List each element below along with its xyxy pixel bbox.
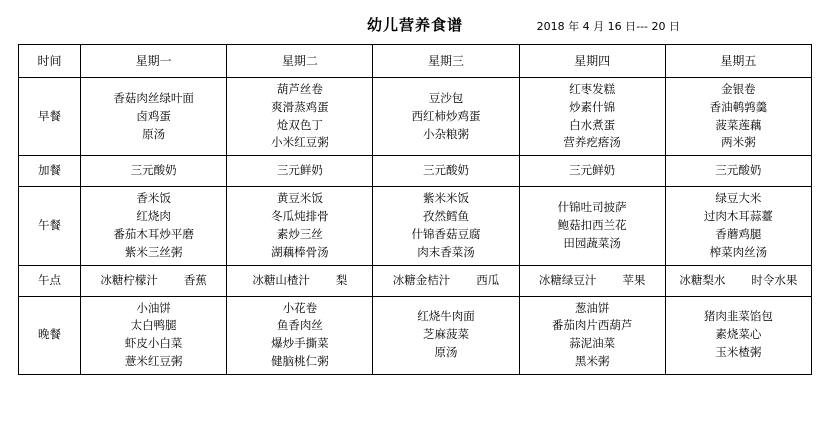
menu-item: 白水煮蛋 [569,117,616,132]
menu-item: 冬瓜炖排骨 [271,209,329,224]
table-body [19,78,812,375]
menu-cell [519,78,665,156]
menu-item: 芝麻菠菜 [423,327,469,342]
menu-item: 田园蔬菜汤 [563,235,621,250]
menu-cell-lines [522,199,663,252]
menu-cell [519,296,665,374]
menu-cell [227,265,373,296]
menu-item: 小杂粮粥 [423,126,469,141]
menu-cell-lines [229,162,370,180]
menu-cell [227,296,373,374]
menu-item: 三元酸奶 [130,163,177,178]
menu-item: 绿豆大米 [715,191,762,206]
menu-cell [665,187,811,265]
menu-cell [81,265,227,296]
menu-item: 冰糖绿豆汁 [538,272,597,287]
menu-item: 香油鹌鹑羹 [709,99,768,114]
menu-item: 蒜泥油菜 [569,336,616,351]
menu-item: 素烧菜心 [715,327,762,342]
menu-item: 什锦香菇豆腐 [411,226,481,241]
table-row [19,187,812,265]
menu-item: 爆炒手撕菜 [271,336,329,351]
menu-cell-lines [83,90,224,143]
menu-cell-lines [522,300,663,371]
menu-cell-lines [229,190,370,261]
menu-item: 葱油饼 [574,300,610,315]
menu-cell [665,296,811,374]
menu-cell-lines [668,162,809,180]
menu-cell [81,78,227,156]
table-row [19,78,812,156]
column-header-wednesday: 星期三 [373,45,519,78]
menu-cell-lines [83,300,224,371]
menu-cell [227,187,373,265]
menu-cell [519,156,665,187]
menu-item: 太白鸭腿 [130,318,177,333]
menu-item: 两米粥 [721,135,756,150]
menu-cell-lines [668,81,809,152]
menu-item: 湖藕棒骨汤 [271,244,329,259]
menu-item: 冰糖山楂汁 [252,272,310,287]
menu-item: 卤鸡蛋 [136,108,171,123]
menu-cell [373,296,519,374]
menu-item: 三元酸奶 [715,163,762,178]
menu-item: 原汤 [142,126,166,141]
menu-cell [519,187,665,265]
menu-item: 过肉木耳蒜薹 [703,209,773,224]
menu-item: 红烧肉 [136,209,171,224]
menu-item: 香蕉 [183,272,207,287]
menu-item: 西红柿炒鸡蛋 [411,108,481,123]
menu-cell [373,265,519,296]
menu-item: 肉末香菜汤 [417,244,475,259]
menu-cell-lines [522,81,663,152]
menu-cell [81,296,227,374]
column-header-thursday: 星期四 [519,45,665,78]
menu-item: 三元酸奶 [423,163,469,178]
row-header-0: 早餐 [19,78,81,156]
menu-item: 营养疙瘩汤 [563,135,621,150]
table-row [19,156,812,187]
menu-cell-lines [668,308,809,361]
menu-cell [373,78,519,156]
column-header-time: 时间 [19,45,81,78]
row-header-4: 晚餐 [19,296,81,374]
table-row [19,296,812,374]
menu-cell-lines [668,190,809,261]
menu-item: 紫米三丝粥 [124,244,183,259]
menu-item: 三元鲜奶 [569,163,616,178]
menu-item: 菠菜莲藕 [715,117,762,132]
menu-item: 金银卷 [721,82,756,96]
table-header-row [19,45,812,78]
menu-item: 红烧牛肉面 [417,309,475,324]
menu-cell-lines [375,162,516,180]
menu-item: 冰糖金桔汁 [392,272,451,287]
menu-cell-lines [375,90,516,143]
menu-item: 苹果 [622,272,646,287]
menu-item: 香米饭 [136,191,171,206]
column-header-tuesday: 星期二 [227,45,373,78]
menu-item: 鲍菇扣西兰花 [557,217,627,232]
menu-item: 原汤 [434,345,458,360]
menu-item: 番茄肉片西葫芦 [551,318,633,333]
menu-table [18,44,812,375]
menu-cell [227,156,373,187]
page-title: 幼儿营养食谱 [366,16,463,34]
menu-item: 健脑桃仁粥 [271,353,329,368]
menu-item: 时令水果 [751,272,798,287]
menu-cell-lines [375,190,516,261]
menu-item: 番茄木耳炒平磨 [113,226,194,241]
document-header [0,0,830,44]
menu-item: 冰糖柠檬汁 [100,272,158,287]
menu-item: 猪肉韭菜馅包 [703,309,773,324]
menu-cell [81,187,227,265]
menu-cell-lines [83,190,224,261]
menu-item: 黑米粥 [574,353,610,368]
menu-cell [373,187,519,265]
menu-item: 小油饼 [136,300,171,315]
menu-item: 玉米楂粥 [715,345,762,360]
menu-cell-pair [229,272,370,290]
menu-item: 红枣发糕 [569,82,616,96]
menu-item: 什锦吐司披萨 [557,200,627,215]
menu-cell [665,265,811,296]
menu-item: 梨 [335,272,348,287]
menu-item: 冰糖梨水 [679,272,726,287]
menu-item: 鱼香肉丝 [276,318,323,333]
menu-item: 炒素什锦 [569,99,616,114]
menu-cell-lines [83,162,224,180]
menu-cell-lines [229,81,370,152]
menu-item: 豆沙包 [428,90,464,105]
row-header-2: 午餐 [19,187,81,265]
column-header-monday: 星期一 [81,45,227,78]
menu-cell [665,156,811,187]
menu-item: 孜然鳕鱼 [423,209,469,224]
menu-cell [373,156,519,187]
menu-cell [227,78,373,156]
menu-item: 虾皮小白菜 [124,336,183,351]
table-row [19,265,812,296]
menu-cell-pair [375,272,516,290]
menu-cell-pair [668,272,809,290]
menu-item: 香蘑鸡腿 [715,226,762,241]
menu-item: 小米红豆粥 [271,135,329,150]
row-header-3: 午点 [19,265,81,296]
menu-item: 葫芦丝卷 [276,82,323,96]
menu-item: 黄豆米饭 [276,191,323,206]
menu-cell-lines [229,300,370,371]
column-header-friday: 星期五 [665,45,811,78]
menu-cell-pair [83,272,224,290]
menu-cell [519,265,665,296]
menu-cell-lines [375,308,516,361]
menu-item: 西瓜 [476,272,500,287]
menu-item: 紫米米饭 [423,191,469,206]
menu-item: 小花卷 [282,300,318,315]
menu-item: 香菇肉丝绿叶面 [113,90,194,105]
menu-cell-pair [522,272,663,290]
menu-item: 榨菜肉丝汤 [709,244,768,259]
date-range: 2018 年 4 月 16 日--- 20 日 [536,20,680,33]
row-header-1: 加餐 [19,156,81,187]
menu-item: 三元鲜奶 [276,163,323,178]
menu-item: 爽滑蒸鸡蛋 [271,99,329,114]
menu-item: 素炒三丝 [276,226,323,241]
menu-item: 薏米红豆粥 [124,353,183,368]
menu-item: 炝双色丁 [276,117,323,132]
menu-cell [665,78,811,156]
menu-cell-lines [522,162,663,180]
menu-cell [81,156,227,187]
